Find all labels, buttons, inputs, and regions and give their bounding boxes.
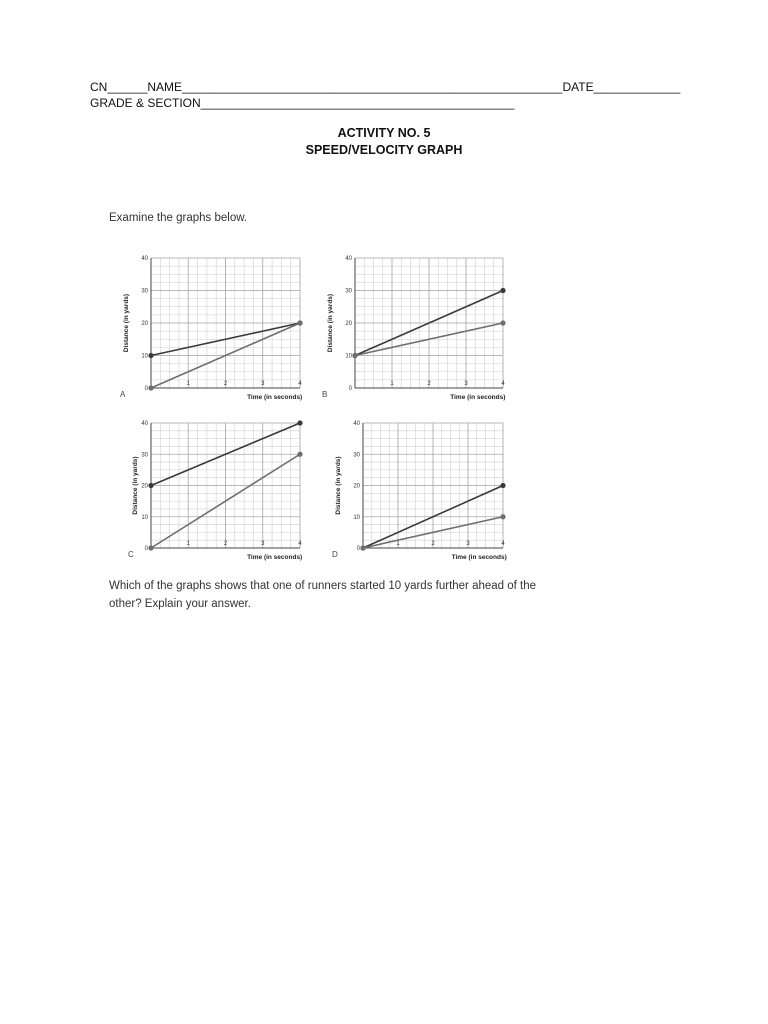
graph-a-x-axis-label: Time (in seconds) — [247, 394, 303, 401]
graph-c-series-1-point — [297, 420, 302, 425]
graph-a-series-1-point — [148, 353, 153, 358]
graph-b — [322, 256, 506, 401]
graph-d-y-tick-label: 40 — [353, 421, 360, 427]
graph-d-y-tick-label: 0 — [356, 546, 360, 552]
graph-b-x-tick-label: 1 — [390, 381, 394, 387]
graph-a-x-tick-label: 3 — [261, 381, 265, 387]
graph-b-y-axis-label: Distance (in yards) — [327, 293, 334, 353]
graph-d-y-axis-label: Distance (in yards) — [335, 456, 342, 515]
question-line-1: Which of the graphs shows that one of runners started 10 yards further ahead of the — [109, 580, 537, 592]
graph-d-major-grid — [363, 423, 503, 548]
activity-title: ACTIVITY NO. 5 — [337, 126, 431, 140]
graph-c-y-axis-label: Distance (in yards) — [132, 456, 139, 515]
graph-d-series-2-point — [500, 514, 505, 519]
graph-d-series-2-point — [360, 545, 365, 550]
graph-b-series-2-point — [500, 320, 505, 325]
graph-c-x-tick-label: 4 — [298, 541, 302, 547]
graph-c-panel-label: C — [128, 550, 134, 559]
graph-a-major-grid — [151, 258, 300, 388]
graph-a-x-tick-label: 2 — [223, 381, 228, 387]
graph-b-series-1-point — [500, 288, 505, 293]
graph-a-x-tick-label: 4 — [298, 381, 302, 387]
graph-b-y-tick-label: 10 — [345, 353, 352, 360]
graph-d-x-tick-label: 1 — [396, 541, 400, 547]
graph-a-y-tick-label: 40 — [141, 256, 148, 262]
graph-b-y-tick-label: 30 — [345, 288, 352, 295]
graph-b-x-axis-label: Time (in seconds) — [450, 394, 506, 401]
graph-d-x-tick-label: 2 — [431, 541, 435, 547]
graph-a-x-tick-label: 1 — [186, 381, 190, 387]
question-line-2: other? Explain your answer. — [109, 598, 251, 610]
graph-b-y-tick-label: 40 — [345, 256, 352, 262]
header-name-date-line: CN______NAME_________________________________________________________DATE_____________ — [90, 80, 681, 94]
graph-a-y-tick-label: 20 — [141, 321, 148, 327]
graph-c-y-tick-label: 40 — [141, 421, 148, 427]
header-grade-section-line: GRADE & SECTION_______________________________________________ — [90, 96, 515, 110]
graph-c-y-tick-label: 20 — [141, 483, 148, 490]
graph-c-x-tick-label: 1 — [186, 541, 190, 547]
graph-b-y-tick-label: 20 — [345, 321, 352, 327]
graph-a-y-axis-label: Distance (in yards) — [123, 293, 130, 353]
graph-b-x-tick-label: 2 — [427, 381, 431, 387]
graph-d-y-tick-label: 10 — [353, 514, 360, 521]
graph-c-y-tick-label: 30 — [141, 452, 148, 459]
graph-c-x-tick-label: 3 — [261, 541, 265, 547]
graph-c-major-grid — [151, 423, 300, 548]
graph-b-x-tick-label: 3 — [464, 381, 468, 387]
graph-d-x-axis-label: Time (in seconds) — [451, 554, 507, 561]
graph-b-y-tick-label: 0 — [348, 386, 352, 392]
graph-a-y-tick-label: 0 — [144, 386, 148, 392]
graph-c-x-tick-label: 2 — [223, 541, 228, 547]
graph-c-series-2-point — [297, 452, 302, 457]
graph-a-series-2-point — [148, 385, 153, 390]
graph-c-x-axis-label: Time (in seconds) — [247, 554, 303, 561]
graph-b-x-tick-label: 4 — [501, 381, 505, 387]
graph-a — [120, 256, 303, 401]
graph-c-series-1-point — [148, 483, 153, 488]
graph-c-series-2-point — [148, 545, 153, 550]
graph-d — [332, 421, 507, 561]
graph-b-panel-label: B — [322, 390, 328, 399]
graph-d-x-tick-label: 4 — [501, 541, 505, 547]
graph-a-y-tick-label: 30 — [141, 288, 148, 295]
graph-d-x-tick-label: 3 — [466, 541, 470, 547]
graph-d-series-1-point — [500, 483, 505, 488]
graph-d-y-tick-label: 20 — [353, 483, 360, 490]
graph-b-series-2-point — [352, 353, 357, 358]
graph-c-y-tick-label: 10 — [141, 514, 148, 521]
graph-c-y-tick-label: 0 — [144, 546, 148, 552]
graph-a-panel-label: A — [120, 390, 126, 399]
graph-d-y-tick-label: 30 — [353, 452, 360, 459]
graph-a-y-tick-label: 10 — [141, 353, 148, 360]
graph-c — [128, 420, 303, 561]
graph-a-series-2-point — [297, 320, 302, 325]
graph-d-panel-label: D — [332, 550, 338, 559]
activity-subtitle: SPEED/VELOCITY GRAPH — [305, 143, 463, 157]
instruction-text: Examine the graphs below. — [109, 212, 248, 224]
